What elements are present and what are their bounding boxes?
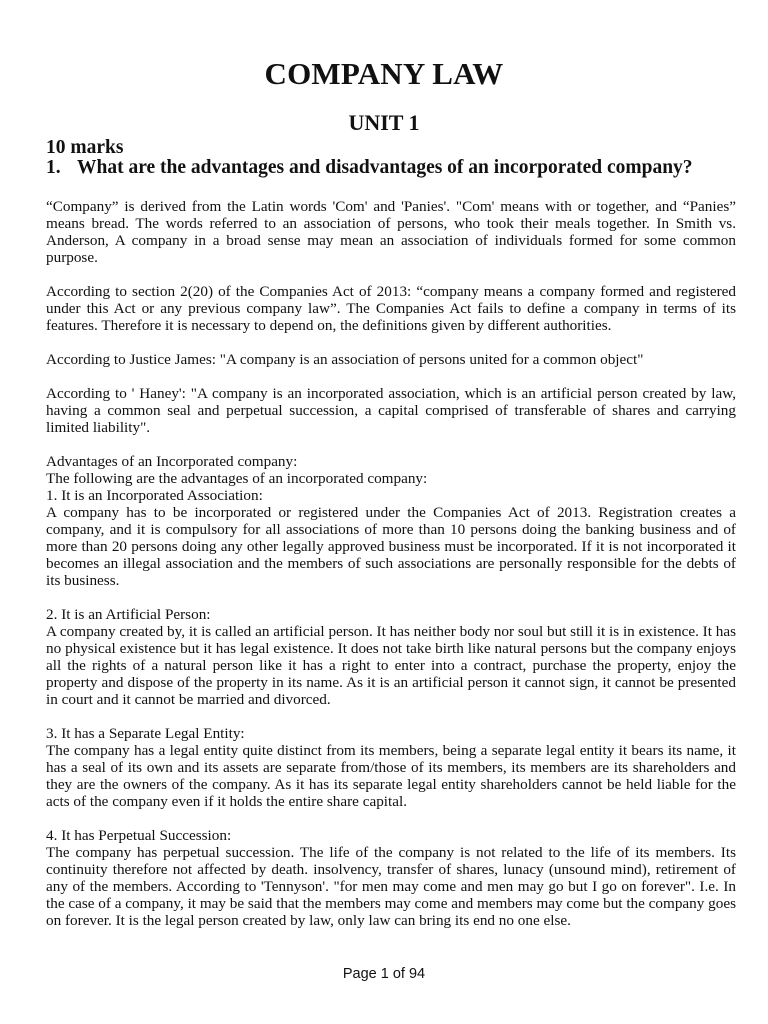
paragraph-company-definition: “Company” is derived from the Latin words 'Com' and 'Panies'. "Com' means with or together, and “Panies” means bread. The words referred to an association of persons, who took their meals together. In Smith vs. Anderson, A company in a broad sense may mean an association of individuals formed for some common purpose.	[46, 198, 736, 266]
section-1-text: A company has to be incorporated or registered under the Companies Act of 2013. Registration creates a company, and it is compulsory for all associations of more than 10 persons doing the banking business and of more than 20 persons doing any other legally approved business must be incorporated. If it is not incorporated it becomes an illegal association and the members of such associations are personally responsible for the debts of its business.	[46, 504, 736, 589]
page-number: Page 1 of 94	[342, 966, 426, 982]
section-3-text: The company has a legal entity quite distinct from its members, being a separate legal entity it bears its name, it has a seal of its own and its assets are separate from/those of its members, its members are its shareholders and they are the owners of the company. As it has its separate legal entity shareholders cannot be held liable for the acts of the company even if it holds the entire share capital.	[46, 742, 736, 810]
paragraph-section-2-20: According to section 2(20) of the Companies Act of 2013: “company means a company formed and registered under this Act or any previous company law”. The Companies Act fails to define a company in terms of its features. Therefore it is necessary to depend on, the definitions given by different authorities.	[46, 283, 736, 334]
question-text: What are the advantages and disadvantages of an incorporated company?	[77, 157, 693, 178]
section-3-heading: 3. It has a Separate Legal Entity:	[46, 725, 245, 742]
marks-heading: 10 marks	[46, 137, 124, 158]
unit-heading: UNIT 1	[348, 110, 420, 135]
document-title: COMPANY LAW	[264, 56, 504, 91]
paragraph-haney: According to ' Haney': "A company is an incorporated association, which is an artificial person created by law, having a common seal and perpetual succession, a capital comprised of transferable of shares and carrying limited liability".	[46, 385, 736, 436]
section-4-heading: 4. It has Perpetual Succession:	[46, 827, 232, 844]
section-4-text: The company has perpetual succession. The life of the company is not related to the life of its members. Its continuity therefore not affected by death. insolvency, transfer of shares, lunacy (unsound mind), retirement of any of the members. According to 'Tennyson'. "for men may come and men may go but I go on forever". I.e. In the case of a company, it may be said that the members may come and members may come but the company goes on forever. It is the legal person created by law, only law can bring its end no one else.	[46, 844, 736, 929]
question-heading	[46, 157, 736, 178]
section-2-heading: 2. It is an Artificial Person:	[46, 606, 211, 623]
section-1-heading: 1. It is an Incorporated Association:	[46, 487, 263, 504]
advantages-intro: The following are the advantages of an incorporated company:	[46, 470, 428, 487]
paragraph-justice-james: According to Justice James: "A company is an association of persons united for a common object"	[46, 351, 644, 368]
document-body	[46, 198, 736, 946]
section-2-text: A company created by, it is called an artificial person. It has neither body nor soul but still it is in existence. It has no physical existence but it has legal existence. It does not take birth like natural persons but the company enjoys all the rights of a natural person like it has a right to enter into a contract, purchase the property, enjoy the property and dispose of the property in its name. As it is an artificial person it cannot sign, it cannot be presented in court and it cannot be married and divorced.	[46, 623, 736, 708]
question-number: 1.	[46, 157, 61, 178]
advantages-heading: Advantages of an Incorporated company:	[46, 453, 298, 470]
